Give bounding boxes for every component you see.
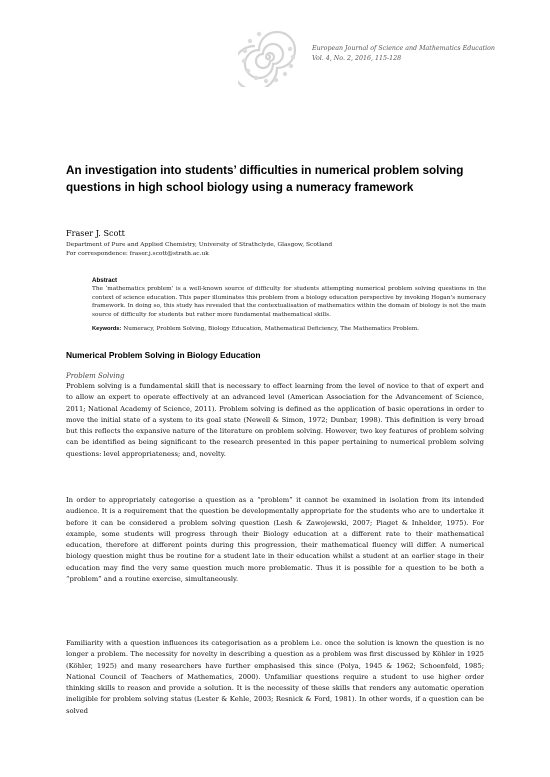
section-heading: Numerical Problem Solving in Biology Education	[66, 350, 261, 360]
keywords-label: Keywords:	[92, 326, 122, 332]
author-affiliation-block	[66, 241, 486, 259]
body-paragraph-1: Problem solving is a fundamental skill that is necessary to effect learning from the level of novice to that of expert and to allow an expert to operate effectively at an advanced level (American Association for the Advancement of Science, 2011; National Academy of Science, 2011). Problem solving is defined as the application of basic operations in order to move the initial state of a system to its goal state (Newell & Simon, 1972; Dunbar, 1998). This definition is very broad but this reflects the expansive nature of the literature on problem solving. However, two key features of problem solving can be identified as being significant to the research presented in this paper pertaining to numerical problem solving questions: level appropriateness; and, novelty.	[66, 382, 484, 458]
journal-spiral-logo-icon	[238, 27, 298, 87]
abstract-block	[92, 276, 486, 334]
journal-name: European Journal of Science and Mathematics Education	[312, 45, 495, 52]
affiliation: Department of Pure and Applied Chemistry, University of Strathclyde, Glasgow, Scotland	[66, 242, 333, 248]
abstract-text: The ‘mathematics problem’ is a well-known source of difficulty for students attempting numerical problem solving questions in the context of science education. This paper illuminates this problem from a biology education perspective by invoking Hogan’s numeracy framework. In doing so, this study has revealed that the contextualisation of mathematics within the domain of biology is not the main source of difficulty for students but rather more fundamental mathematical skills.	[92, 286, 486, 318]
subsection-heading: Problem Solving	[66, 372, 125, 380]
journal-volume: Vol. 4, No. 2, 2016, 115-128	[312, 54, 402, 62]
abstract-heading: Abstract	[92, 277, 118, 284]
author-name: Fraser J. Scott	[66, 228, 125, 238]
body-paragraph-3: Familiarity with a question influences its categorisation as a problem i.e. once the solution is known the question is no longer a problem. The necessity for novelty in describing a question as a problem was first discussed by Köhler in 1925 (Köhler, 1925) and many researchers have further emphasised this since (Polya, 1945 & 1962; Schoenfeld, 1985; National Council of Teachers of Mathematics, 2000). Unfamiliar questions require a student to use higher order thinking skills to reason and provide a solution. It is the necessity of these skills that renders any automatic operation ineligible for problem solving status (Lester & Kehle, 2003; Resnick & Ford, 1981). In other words, if a question can be solved	[66, 639, 484, 715]
keywords-list: Numeracy, Problem Solving, Biology Education, Mathematical Deficiency, The Mathematics Problem.	[123, 326, 420, 332]
keywords	[92, 325, 486, 334]
body-paragraph-2: In order to appropriately categorise a question as a “problem” it cannot be examined in isolation from its intended audience. It is a requirement that the question be developmentally appropriate for the students who are to undertake it before it can be considered a problem solving question (Lesh & Zawojewski, 2007; Piaget & Inhelder, 1975). For example, some students will progress through their Biology education at a different rate to their mathematical education, therefore at different points during this progression, their mathematical fluency will differ. A numerical biology question might thus be routine for a student late in their education whilst a student at an earlier stage in their education may find the very same question much more problematic. Thus it is possible for a question to be both a “problem” and a routine exercise, simultaneously.	[66, 496, 484, 583]
paper-title: An investigation into students’ difficulties in numerical problem solving questions in high school biology using a numeracy framework	[66, 164, 464, 194]
correspondence: For correspondence: fraser.j.scott@strath.ac.uk	[66, 251, 209, 257]
journal-header	[312, 44, 522, 63]
